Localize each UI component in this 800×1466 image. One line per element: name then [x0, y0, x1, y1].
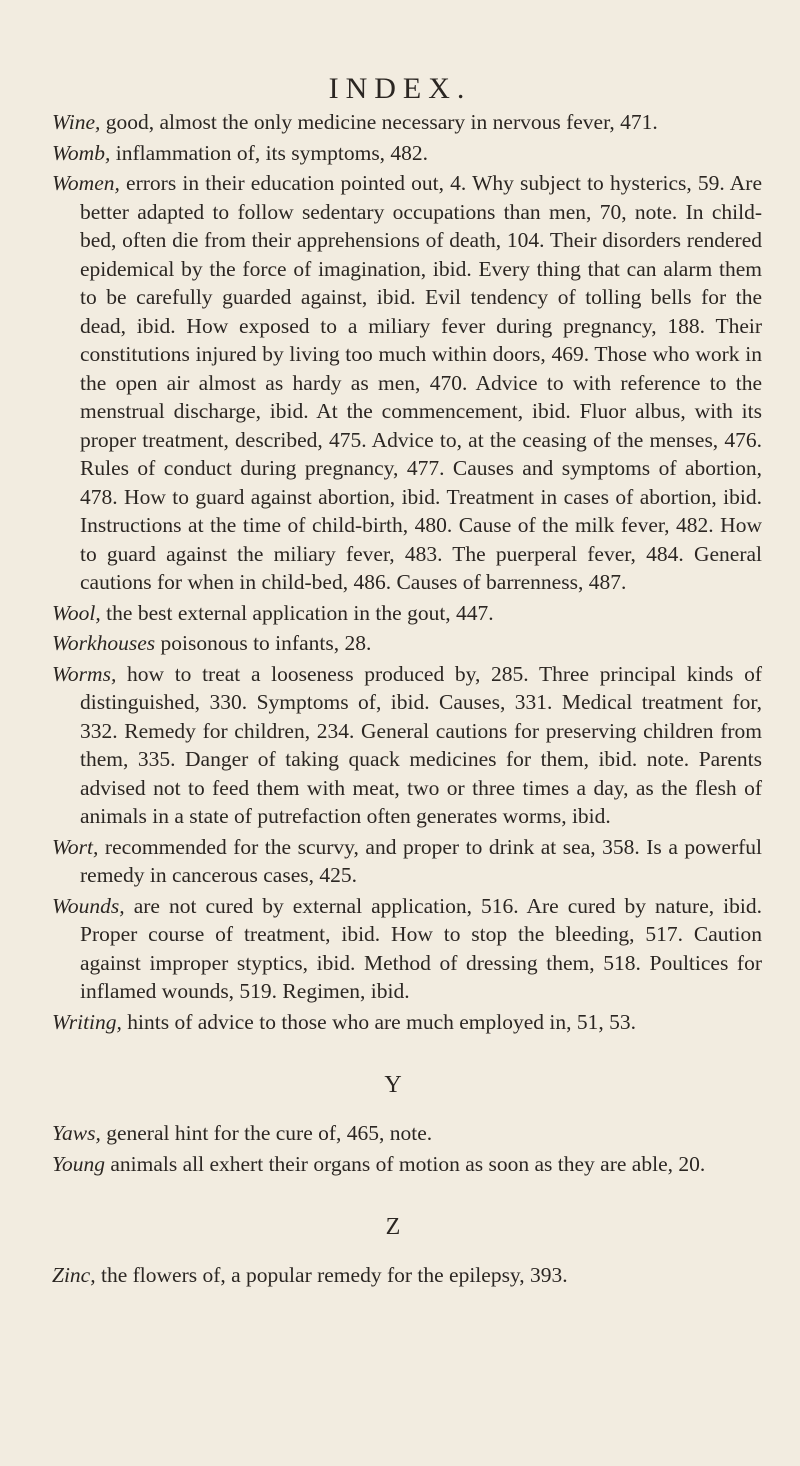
index-entry-women	[52, 169, 762, 597]
entry-term: Yaws,	[52, 1121, 101, 1145]
index-entry-workhouses	[52, 629, 762, 658]
entry-text: general hint for the cure of, 465, note.	[100, 1121, 433, 1145]
entry-term: Young	[52, 1151, 105, 1176]
entry-term: Womb,	[52, 140, 111, 165]
index-entry-zinc	[52, 1261, 762, 1290]
index-entry-wounds	[52, 892, 762, 1006]
section-letter-z: Z	[385, 1214, 401, 1240]
entry-text: how to treat a looseness produced by, 285. Three principal kinds of distinguished, 330. Symptoms of, ibid. Causes, 331. Medical treatment for, 332. Remedy for children, 234. General cautions for preserving children from them, 335. Danger of taking quack medicines for them, ibid. note. Parents advised not to feed them with meat, two or three times a day, as the flesh of animals in a state of putrefaction often generates worms, ibid.	[80, 661, 762, 828]
index-entry-yaws	[52, 1119, 762, 1148]
section-letter-y: Y	[384, 1072, 402, 1098]
entry-text: good, almost the only medicine necessary in nervous fever, 471.	[100, 110, 658, 134]
entry-text: recommended for the scurvy, and proper to drink at sea, 358. Is a powerful remedy in cancerous cases, 425.	[80, 834, 762, 887]
index-entries	[52, 108, 762, 1292]
entry-text: the flowers of, a popular remedy for the epilepsy, 393.	[95, 1263, 568, 1287]
entry-term: Zinc,	[52, 1263, 96, 1287]
entry-text: animals all exhert their organs of motion as soon as they are able, 20.	[104, 1151, 706, 1176]
index-entry-wine	[52, 108, 762, 137]
index-entry-worms	[52, 660, 762, 831]
entry-text: inflammation of, its symptoms, 482.	[110, 140, 429, 165]
entry-term: Wine,	[52, 110, 101, 134]
entry-term: Women,	[52, 171, 120, 195]
index-entry-writing	[52, 1008, 762, 1037]
index-entry-wool	[52, 599, 762, 628]
entry-term: Wounds,	[52, 893, 125, 918]
entry-term: Wool,	[52, 600, 101, 625]
entry-term: Worms,	[52, 661, 117, 686]
page-heading: INDEX.	[328, 72, 472, 105]
entry-text: hints of advice to those who are much employed in, 51, 53.	[121, 1009, 636, 1034]
index-entry-wort	[52, 833, 762, 890]
entry-text: errors in their education pointed out, 4. Why subject to hysterics, 59. Are better adapted to follow sedentary occupations than men, 70, note. In child-bed, often die from their apprehensions of death, 104. Their disorders rendered epidemical by the force of imagination, ibid. Every thing that can alarm them to be carefully guarded against, ibid. Evil tendency of tolling bells for the dead, ibid. How exposed to a miliary fever during pregnancy, 188. Their constitutions injured by living too much within doors, 469. Those who work in the open air almost as hardy as men, 470. Advice to with reference to the menstrual discharge, ibid. At the commencement, ibid. Fluor albus, with its proper treatment, described, 475. Advice to, at the ceasing of the menses, 476. Rules of conduct during pregnancy, 477. Causes and symptoms of abortion, 478. How to guard against abortion, ibid. Treatment in cases of abortion, ibid. Instructions at the time of child-birth, 480. Cause of the milk fever, 482. How to guard against the miliary fever, 483. The puerperal fever, 484. General cautions for when in child-bed, 486. Causes of barrenness, 487.	[80, 171, 762, 594]
entry-text: the best external application in the gout, 447.	[100, 600, 494, 625]
entry-term: Writing,	[52, 1009, 122, 1034]
entry-term: Workhouses	[52, 631, 156, 655]
index-entry-womb	[52, 139, 762, 168]
entry-text: are not cured by external application, 516. Are cured by nature, ibid. Proper course of treatment, ibid. How to stop the bleeding, 517. Caution against improper styptics, ibid. Method of dressing them, 518. Poultices for inflamed wounds, 519. Regimen, ibid.	[80, 893, 762, 1003]
index-entry-young	[52, 1150, 762, 1179]
entry-term: Wort,	[52, 834, 99, 859]
entry-text: poisonous to infants, 28.	[155, 631, 372, 655]
